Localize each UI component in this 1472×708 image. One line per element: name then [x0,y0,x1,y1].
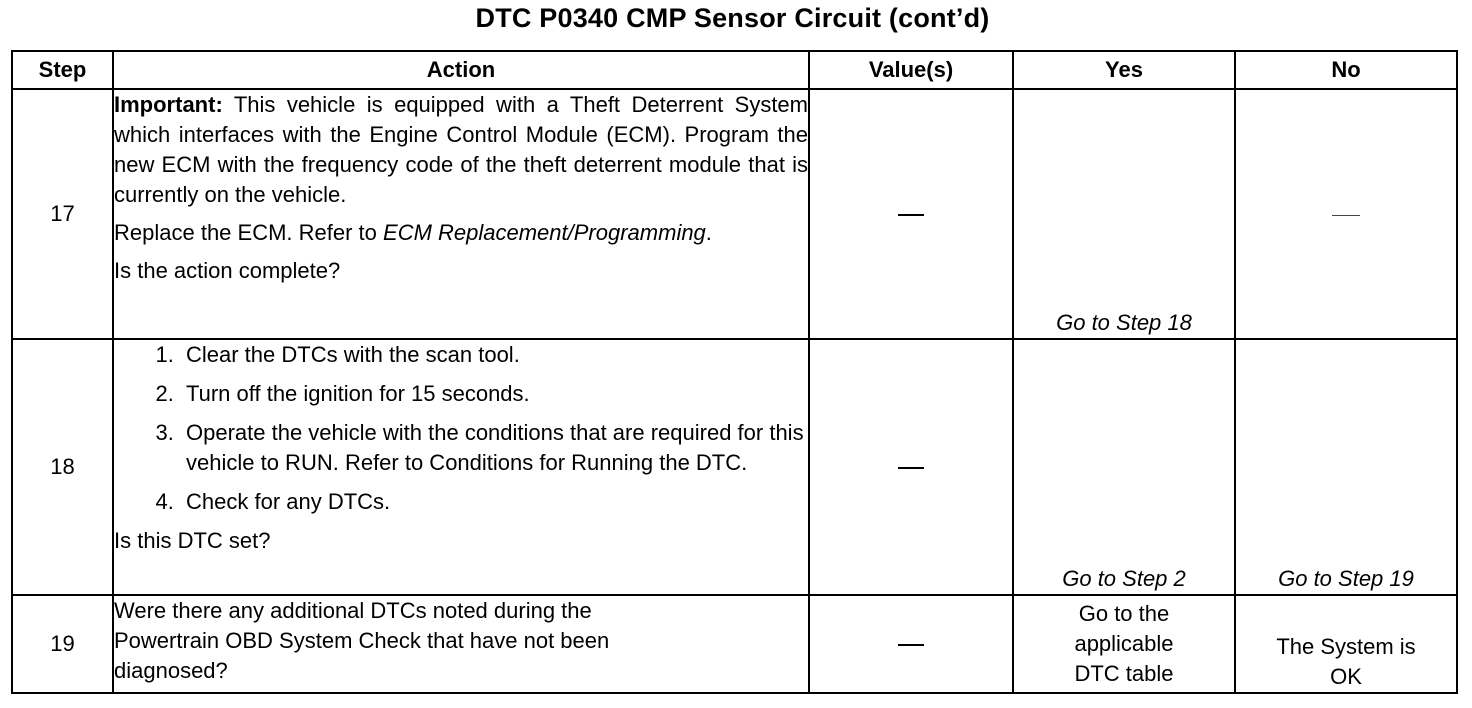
table-row [12,595,1457,693]
value-cell [809,89,1013,339]
list-item: 1. Clear the DTCs with the scan tool. [180,340,808,370]
replace-instruction [114,218,808,248]
step-number: 19 [12,595,113,693]
header-no: No [1235,51,1457,89]
yes-result: Go to Step 18 [1013,89,1235,339]
action-cell [113,339,809,595]
yes-result-text: Go to the applicable DTC table [1074,601,1174,686]
list-item: 3. Operate the vehicle with the conditions that are required for this vehicle to RUN. Refer to Conditions for Running the DTC. [180,418,808,478]
yes-result [1013,595,1235,693]
table-row [12,89,1457,339]
page-title: DTC P0340 CMP Sensor Circuit (cont’d) [475,3,990,33]
step-number: 17 [12,89,113,339]
replace-end: . [705,220,712,245]
procedure-list [114,340,808,517]
header-step: Step [12,51,113,89]
no-result-text: The System is OK [1276,634,1416,689]
table-header-row [12,51,1457,89]
list-item: 4. Check for any DTCs. [180,487,808,517]
action-question: Is the action complete? [114,258,341,283]
replace-reference: ECM Replacement/Programming [383,220,706,245]
important-label: Important: [114,92,223,117]
no-result [1235,89,1457,339]
replace-text: Replace the ECM. Refer to [114,220,384,245]
header-values: Value(s) [809,51,1013,89]
diagnostic-table [11,50,1458,694]
yes-result: Go to Step 2 [1013,339,1235,595]
value-cell [809,595,1013,693]
header-action: Action [113,51,809,89]
step-number: 18 [12,339,113,595]
value-dash [898,214,924,216]
value-dash [898,644,924,646]
important-text: This vehicle is equipped with a Theft Deterrent System which interfaces with the Engine Control Module (ECM). Program the new ECM with the frequency code of the theft deterrent module that is currently on the vehicle. [114,92,808,207]
no-result [1235,595,1457,693]
header-yes: Yes [1013,51,1235,89]
no-dash [1332,215,1360,216]
list-item: 2. Turn off the ignition for 15 seconds. [180,379,808,409]
no-result: Go to Step 19 [1235,339,1457,595]
value-dash [898,467,924,469]
value-cell [809,339,1013,595]
action-cell [113,89,809,339]
action-cell [113,595,809,693]
important-note [114,90,808,210]
action-question: Is this DTC set? [114,528,271,553]
action-question: Were there any additional DTCs noted during the Powertrain OBD System Check that have not been diagnosed? [114,598,610,683]
table-row [12,339,1457,595]
